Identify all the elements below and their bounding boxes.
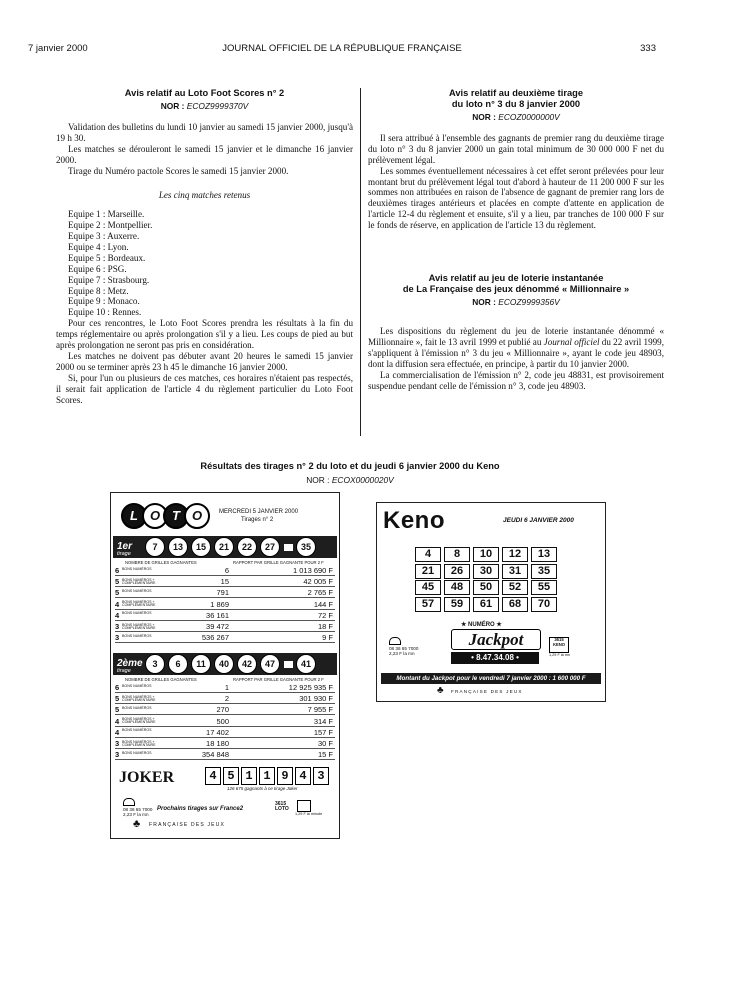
keno-number: 30 <box>473 564 499 579</box>
minitel-note: 1,29 F la minute <box>295 812 323 816</box>
team-item: Equipe 9 : Monaco. <box>68 296 140 307</box>
keno-number: 45 <box>415 580 441 595</box>
rank-number: 5 <box>115 577 120 587</box>
keno-number: 52 <box>502 580 528 595</box>
joker-digit: 5 <box>223 767 239 785</box>
prize-amount: 9 F <box>322 633 333 643</box>
minitel-info <box>275 802 289 813</box>
keno-number: 13 <box>531 547 557 562</box>
keno-number: 31 <box>502 564 528 579</box>
title-line: de La Française des jeux dénommé « Millionnaire » <box>402 284 630 295</box>
prize-row <box>115 566 335 576</box>
rank-label: BONS NUMÉROS + COMPLÉMENTAIRE <box>122 622 156 630</box>
clover-logo-icon: ♣ <box>133 818 142 830</box>
prize-row <box>115 622 335 632</box>
keno-number: 4 <box>415 547 441 562</box>
joker-digit: 4 <box>205 767 221 785</box>
keno-number: 59 <box>444 597 470 612</box>
winners-count: 791 <box>216 588 229 598</box>
phone-note: 2,23 F la mn <box>123 812 149 817</box>
fdj-text: FRANÇAISE DES JEUX <box>149 822 226 828</box>
prize-amount: 301 930 F <box>299 694 333 704</box>
phone-icon <box>123 798 135 806</box>
team-item: Equipe 2 : Montpellier. <box>68 220 153 231</box>
title-line: du loto n° 3 du 8 janvier 2000 <box>451 99 581 109</box>
nor-code: ECOZ0000000V <box>498 112 560 122</box>
header-journal-title: JOURNAL OFFICIEL DE LA RÉPUBLIQUE FRANÇAISE <box>222 43 462 54</box>
rank-number: 4 <box>115 716 120 726</box>
paragraph: Tirage du Numéro pactole Scores le samedi 15 janvier 2000. <box>68 165 289 176</box>
running-header <box>28 43 656 57</box>
nor-reference <box>56 101 353 112</box>
team-item: Equipe 6 : PSG. <box>68 263 127 274</box>
ball: 3 <box>145 654 165 674</box>
prize-row <box>115 600 335 610</box>
jackpot-logo: Jackpot <box>451 629 541 650</box>
fdj-text: FRANÇAISE DES JEUX <box>451 689 523 694</box>
notice-title-deuxieme-tirage <box>368 88 664 110</box>
rank-label: BONS NUMÉROS + COMPLÉMENTAIRE <box>122 600 156 608</box>
nor-reference <box>368 297 664 308</box>
draw-number: 2ème <box>117 658 143 669</box>
header-date: 7 janvier 2000 <box>28 43 88 54</box>
phone-note: 2,23 F la mn <box>389 651 415 656</box>
text-run: Les dispositions du règlement du jeu de loterie instantanée dénommé « Millionnaire », fait le 13 avril 1999 et publié au <box>368 325 664 347</box>
loto-logo <box>121 503 205 527</box>
team-item: Equipe 1 : Marseille. <box>68 209 145 220</box>
loto-tirage-label: Tirages n° 2 <box>241 517 274 523</box>
phone-icon <box>389 637 401 645</box>
winners-count: 36 161 <box>206 610 229 620</box>
team-item: Equipe 7 : Strasbourg. <box>68 274 150 285</box>
rank-label: BONS NUMÉROS <box>122 633 152 638</box>
paragraph: Les sommes éventuellement nécessaires à cet effet seront prélevées pour leur montant brut du prélèvement légal tout d'abord à hauteur de 11 200 000 F sur les sommes non attribuées en raison de l'absence de gagnant de premier rang lors de deuxièmes tirages antérieurs et placées en compte d'attente en application de l'article 12-4 du règlement et ensuite, s'il y a lieu, par tranches de 100 000 F sur le fonds de réserve, en application de l'article 13 du règlement. <box>368 165 664 231</box>
ball: 22 <box>237 537 257 557</box>
results-title: Résultats des tirages n° 2 du loto et du jeudi 6 janvier 2000 du Keno <box>200 461 500 471</box>
title-line: Avis relatif au jeu de loterie instantanée <box>428 273 604 284</box>
nor-code: ECOZ9999356V <box>498 297 560 308</box>
winners-count: 354 848 <box>201 750 229 760</box>
keno-number: 26 <box>444 564 470 579</box>
plus-icon <box>284 544 293 551</box>
complementary-ball: 41 <box>296 654 316 674</box>
ball: 15 <box>191 537 211 557</box>
rank-number: 3 <box>115 633 120 643</box>
rank-label: BONS NUMÉROS <box>122 750 152 755</box>
nor-reference <box>368 112 664 123</box>
next-draws-note: Prochains tirages sur France2 <box>157 806 244 812</box>
winners-count: 270 <box>216 705 229 715</box>
rank-label: BONS NUMÉROS <box>122 728 152 733</box>
winners-count: 536 267 <box>201 633 229 643</box>
nor-code: ECOZ9999370V <box>186 101 249 111</box>
prize-row <box>115 577 335 587</box>
keno-number: 57 <box>415 597 441 612</box>
loto-footer <box>119 798 331 834</box>
complementary-ball: 35 <box>296 537 316 557</box>
rank-label: BONS NUMÉROS <box>122 705 152 710</box>
draw-band-1 <box>113 536 337 558</box>
rank-number: 4 <box>115 727 120 737</box>
rank-number: 6 <box>115 683 120 692</box>
joker-digit: 4 <box>295 767 311 785</box>
rank-label: BONS NUMÉROS <box>122 683 152 688</box>
rank-number: 6 <box>115 566 120 575</box>
text-run: du 22 avril 1999, s'appliquent à l'émission n° 3 du jeu « Millionnaire », ayant le code jeu 48903, dont la diffusion sera effectuée, en principe, à partir du 10 janvier 2000. <box>368 336 664 369</box>
keno-number: 10 <box>473 547 499 562</box>
keno-results-ticket <box>376 502 606 702</box>
winners-count: 1 <box>224 683 229 692</box>
prize-amount: 18 F <box>317 622 333 631</box>
prize-amount: 42 005 F <box>303 577 333 587</box>
subheading: Les cinq matches retenus <box>158 190 251 201</box>
ball: 7 <box>145 537 165 557</box>
joker-digit: 1 <box>259 767 275 785</box>
nor-label: NOR : <box>472 112 496 122</box>
team-item: Equipe 3 : Auxerre. <box>68 231 140 242</box>
fdj-brand <box>133 818 226 830</box>
left-column <box>56 88 353 406</box>
keno-number-grid <box>415 547 557 612</box>
rank-number: 3 <box>115 750 120 760</box>
winners-count: 39 472 <box>206 622 229 631</box>
phone-number: 08 36 65 7000 <box>389 646 419 651</box>
keno-number: 50 <box>473 580 499 595</box>
team-item: Equipe 8 : Metz. <box>68 285 129 296</box>
jackpot-section <box>449 621 543 667</box>
prize-row <box>115 588 335 598</box>
numero-label: ★ NUMÉRO ★ <box>461 622 502 628</box>
column-headers <box>125 560 335 565</box>
rank-label: BONS NUMÉROS <box>122 566 152 571</box>
ball: 47 <box>260 654 280 674</box>
rank-label: BONS NUMÉROS <box>122 611 152 616</box>
prize-amount: 7 955 F <box>307 705 333 715</box>
loto-draw-date: MERCREDI 5 JANVIER 2000 <box>219 509 299 515</box>
paragraph: Les matches se dérouleront le samedi 15 janvier et le dimanche 16 janvier 2000. <box>56 143 353 165</box>
logo-letter: O <box>142 503 168 529</box>
paragraph: Il sera attribué à l'ensemble des gagnants de premier rang du deuxième tirage du loto n° 3 du 8 janvier 2000 un gain total minimum de 30 000 000 F net du prélèvement légal. <box>368 132 664 165</box>
paragraph: Validation des bulletins du lundi 10 janvier au samedi 15 janvier 2000, jusqu'à 19 h 30. <box>56 121 353 143</box>
prize-row <box>115 705 335 715</box>
prize-amount: 2 765 F <box>307 588 333 598</box>
team-item: Equipe 5 : Bordeaux. <box>68 252 146 263</box>
rank-label: BONS NUMÉROS + COMPLÉMENTAIRE <box>122 717 156 725</box>
rank-number: 3 <box>115 739 120 748</box>
draw-label: tirage <box>117 551 131 557</box>
minitel-note: 1,29 F la mn <box>549 653 571 657</box>
prize-row <box>115 694 335 704</box>
draw-label: tirage <box>117 668 131 674</box>
fdj-brand <box>437 685 523 696</box>
prize-row <box>115 750 335 760</box>
paragraph: Pour ces rencontres, le Loto Foot Scores prendra les résultats à la fin du temps réglementaire ou après prolongation s'il y a lieu. Les coups de pied au but après prolongation ne seront pas pris en considération. <box>56 318 353 351</box>
minitel-service: LOTO <box>275 806 289 813</box>
keno-number: 68 <box>502 597 528 612</box>
minitel-service: KENO <box>552 641 566 647</box>
winners-count: 15 <box>220 577 229 587</box>
jackpot-amount-banner: Montant du Jackpot pour le vendredi 7 janvier 2000 : 1 600 000 F <box>381 673 601 684</box>
team-item: Equipe 4 : Lyon. <box>68 242 129 253</box>
winners-count: 2 <box>224 694 229 704</box>
prize-row <box>115 683 335 693</box>
rank-number: 5 <box>115 705 120 715</box>
logo-letter: L <box>121 503 147 529</box>
paragraph: La commercialisation de l'émission n° 2, code jeu 48831, est provisoirement suspendue pendant celle de l'émission n° 3, code jeu 48903. <box>368 369 664 391</box>
notice-title-millionnaire <box>368 273 664 295</box>
prize-amount: 12 925 935 F <box>288 683 333 692</box>
nor-label: NOR : <box>472 297 496 308</box>
keno-number: 12 <box>502 547 528 562</box>
keno-number: 8 <box>444 547 470 562</box>
prize-amount: 1 013 690 F <box>292 566 333 575</box>
nor-label: NOR : <box>306 475 330 485</box>
header-page-number: 333 <box>640 43 656 54</box>
ball: 11 <box>191 654 211 674</box>
minitel-info <box>549 637 569 653</box>
draw-band-2 <box>113 653 337 675</box>
keno-number: 61 <box>473 597 499 612</box>
team-list <box>68 209 353 318</box>
winners-count: 18 180 <box>206 739 229 748</box>
right-column <box>368 88 664 391</box>
ball: 42 <box>237 654 257 674</box>
keno-number: 35 <box>531 564 557 579</box>
prize-amount: 15 F <box>317 750 333 760</box>
keno-number: 70 <box>531 597 557 612</box>
column-divider <box>360 88 361 436</box>
logo-letter: O <box>184 503 210 529</box>
minitel-code: 3615 <box>554 637 564 642</box>
winners-count: 1 869 <box>210 599 229 609</box>
clover-logo-icon: ♣ <box>437 685 445 696</box>
keno-number: 55 <box>531 580 557 595</box>
keno-number: 48 <box>444 580 470 595</box>
col-header: NOMBRE DE GRILLES GAGNANTES <box>125 677 197 682</box>
rank-number: 3 <box>115 622 120 631</box>
keno-number: 21 <box>415 564 441 579</box>
prize-amount: 30 F <box>317 739 333 748</box>
team-item: Equipe 10 : Rennes. <box>68 307 142 318</box>
rank-label: BONS NUMÉROS + COMPLÉMENTAIRE <box>122 739 156 747</box>
phone-info <box>123 798 152 817</box>
phone-info <box>389 637 418 656</box>
prize-row <box>115 739 335 749</box>
col-header: RAPPORT PAR GRILLE GAGNANTE POUR 2 F <box>233 677 324 682</box>
notice-title-loto-foot: Avis relatif au Loto Foot Scores n° 2 <box>124 88 285 98</box>
nor-code: ECOX0000020V <box>331 475 394 485</box>
nor-reference <box>0 475 700 485</box>
rank-number: 4 <box>115 599 120 609</box>
nor-label: NOR : <box>160 101 185 111</box>
paragraph: Les matches ne doivent pas débuter avant 20 heures le samedi 15 janvier 2000 ou se terminer après 23 h 45 le dimanche 16 janvier 2000. <box>56 350 353 372</box>
minitel-icon <box>297 800 311 812</box>
loto-results-ticket <box>110 492 340 839</box>
rank-label: BONS NUMÉROS <box>122 588 152 593</box>
joker-logo: JOKER <box>119 769 175 786</box>
paragraph <box>368 326 664 370</box>
prize-row <box>115 717 335 727</box>
logo-letter: T <box>163 503 189 529</box>
phone-number: 08 36 65 7000 <box>123 807 153 812</box>
rank-number: 5 <box>115 588 120 598</box>
prize-amount: 314 F <box>313 716 333 726</box>
joker-digits <box>205 767 331 785</box>
winners-count: 500 <box>216 716 229 726</box>
ball: 27 <box>260 537 280 557</box>
keno-logo: Keno <box>383 507 445 534</box>
title-line: Avis relatif au deuxième tirage <box>449 88 583 98</box>
rank-number: 5 <box>115 694 120 704</box>
prize-amount: 144 F <box>313 599 333 609</box>
prize-row <box>115 633 335 643</box>
col-header: RAPPORT PAR GRILLE GAGNANTE POUR 2 F <box>233 560 324 565</box>
column-headers <box>125 677 335 682</box>
draw-number: 1er <box>117 541 133 552</box>
joker-digit: 3 <box>313 767 329 785</box>
ball: 6 <box>168 654 188 674</box>
prize-amount: 72 F <box>317 610 333 620</box>
minitel-code: 3615 <box>275 801 287 807</box>
keno-draw-date: JEUDI 6 JANVIER 2000 <box>503 517 574 524</box>
joker-digit: 1 <box>241 767 257 785</box>
joker-note: 126 675 gagnants à ce tirage Joker <box>227 786 298 791</box>
winners-count: 17 402 <box>206 727 229 737</box>
col-header: NOMBRE DE GRILLES GAGNANTES <box>125 560 197 565</box>
rank-label: BONS NUMÉROS + COMPLÉMENTAIRE <box>122 577 156 585</box>
jackpot-number: • 8.47.34.08 • <box>451 652 539 664</box>
rank-number: 4 <box>115 610 120 620</box>
joker-digit: 9 <box>277 767 293 785</box>
prize-row <box>115 728 335 738</box>
ball: 13 <box>168 537 188 557</box>
journal-reference: Journal officiel <box>543 336 600 347</box>
drawn-balls <box>145 537 319 557</box>
ball: 40 <box>214 654 234 674</box>
drawn-balls <box>145 654 319 674</box>
prize-amount: 157 F <box>313 727 333 737</box>
paragraph: Si, pour l'un ou plusieurs de ces matches, ces horaires n'étaient pas respectés, il serait fait application de l'article 4 du règlement particulier du Loto Foot Scores. <box>56 372 353 405</box>
rank-label: BONS NUMÉROS + COMPLÉMENTAIRE <box>122 694 156 702</box>
prize-row <box>115 611 335 621</box>
ball: 21 <box>214 537 234 557</box>
winners-count: 6 <box>224 566 229 575</box>
plus-icon <box>284 661 293 668</box>
